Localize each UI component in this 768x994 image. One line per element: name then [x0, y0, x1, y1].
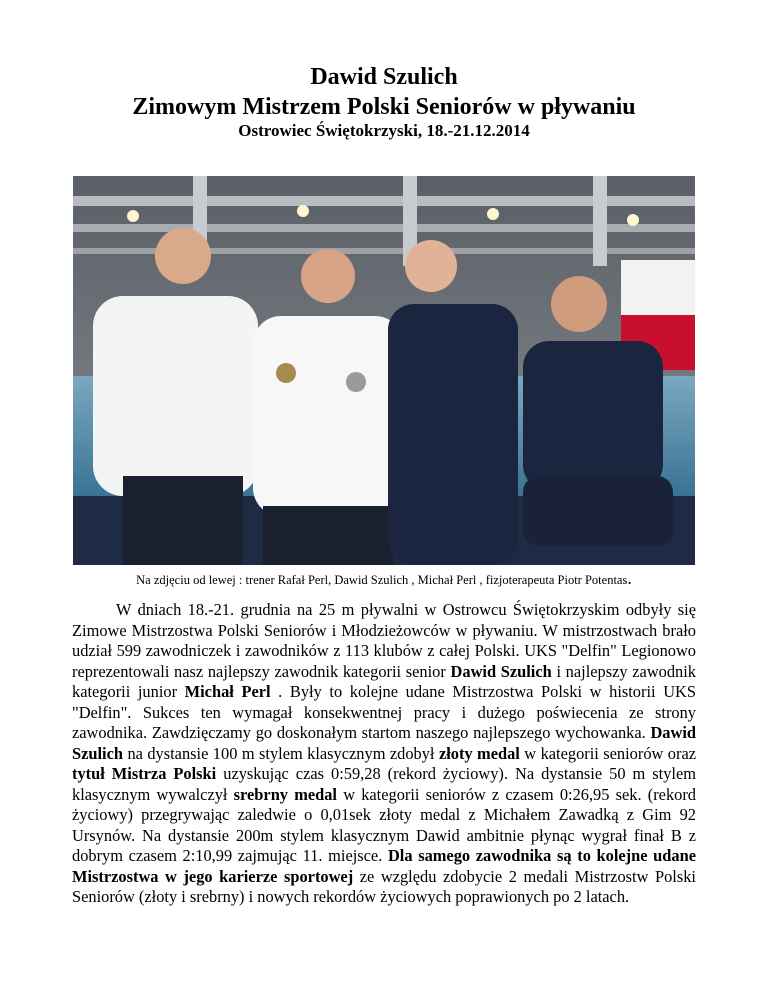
bold-run: tytuł Mistrza Polski: [72, 764, 217, 783]
text-run: uzyskując czas 0:59,28 (rekord życiowy). Na dystansie 50 m stylem klasycznym wywalczył: [72, 764, 696, 804]
page-subtitle: Ostrowiec Świętokrzyski, 18.-21.12.2014: [238, 121, 530, 140]
text-run: na dystansie 100 m stylem klasycznym zdobył: [123, 743, 439, 763]
bold-run: Dla samego zawodnika są to kolejne udane Mistrzostwa w jego karierze sportowej: [72, 846, 697, 886]
bold-run: srebrny medal: [233, 784, 337, 804]
photo-caption: [0, 570, 768, 588]
page-title-line2: Zimowym Mistrzem Polski Seniorów w pływaniu: [132, 94, 636, 120]
bold-run: Michał Perl: [184, 682, 271, 701]
text-run: ze względu zdobycie 2 medali Mistrzostw Polski Seniorów (złoty i srebrny) i nowych rekordów życiowych poprawionych po 2 latach.: [72, 866, 696, 906]
photo-image: [73, 176, 695, 565]
caption-dot: .: [627, 568, 632, 588]
page-title: Dawid Szulich: [310, 64, 458, 90]
article-paragraph: [72, 600, 696, 908]
bold-run: Dawid Szulich: [450, 661, 552, 681]
text-run: . Były to kolejne udane Mistrzostwa Polski w historii UKS "Delfin". Sukces ten wymagał konsekwentnej pracy i dużego poświecenia ze strony zawodnika. Zawdzięczamy go doskonałym startom naszego najlepszego wychowanka.: [72, 682, 696, 742]
text-run: W dniach 18.-21. grudnia na 25 m pływalni w Ostrowcu Świętokrzyskim odbyły się Zimowe Mistrzostwa Polski Seniorów i Młodzieżowców w pływaniu. W mistrzostwach brało udział 599 zawodniczek i zawodników z 113 klubów z całej Polski. UKS "Delfin" Legionowo reprezentowali nasz najlepszy zawodnik kategorii senior: [72, 600, 696, 681]
article-body: [72, 600, 696, 908]
bold-run: Dawid Szulich: [72, 723, 696, 763]
caption-text: Na zdjęciu od lewej : trener Rafał Perl, Dawid Szulich , Michał Perl , fizjoterapeuta Piotr Potentas: [136, 573, 628, 587]
text-run: w kategorii seniorów z czasem 0:26,95 sek. (rekord życiowy) przegrywając zaledwie o 0,01sek złoty medal z Michałem Zawadką z Gim 92 Ursynów. Na dystansie 200m stylem klasycznym Dawid ambitnie płynąc wygrał finał B z dobrym czasem 2:10,99 zajmując 11. miejsce.: [72, 784, 697, 865]
text-run: i najlepszy zawodnik kategorii junior: [72, 661, 696, 701]
team-photo: [73, 176, 695, 565]
text-run: w kategorii seniorów oraz: [519, 743, 696, 763]
bold-run: złoty medal: [438, 743, 520, 763]
